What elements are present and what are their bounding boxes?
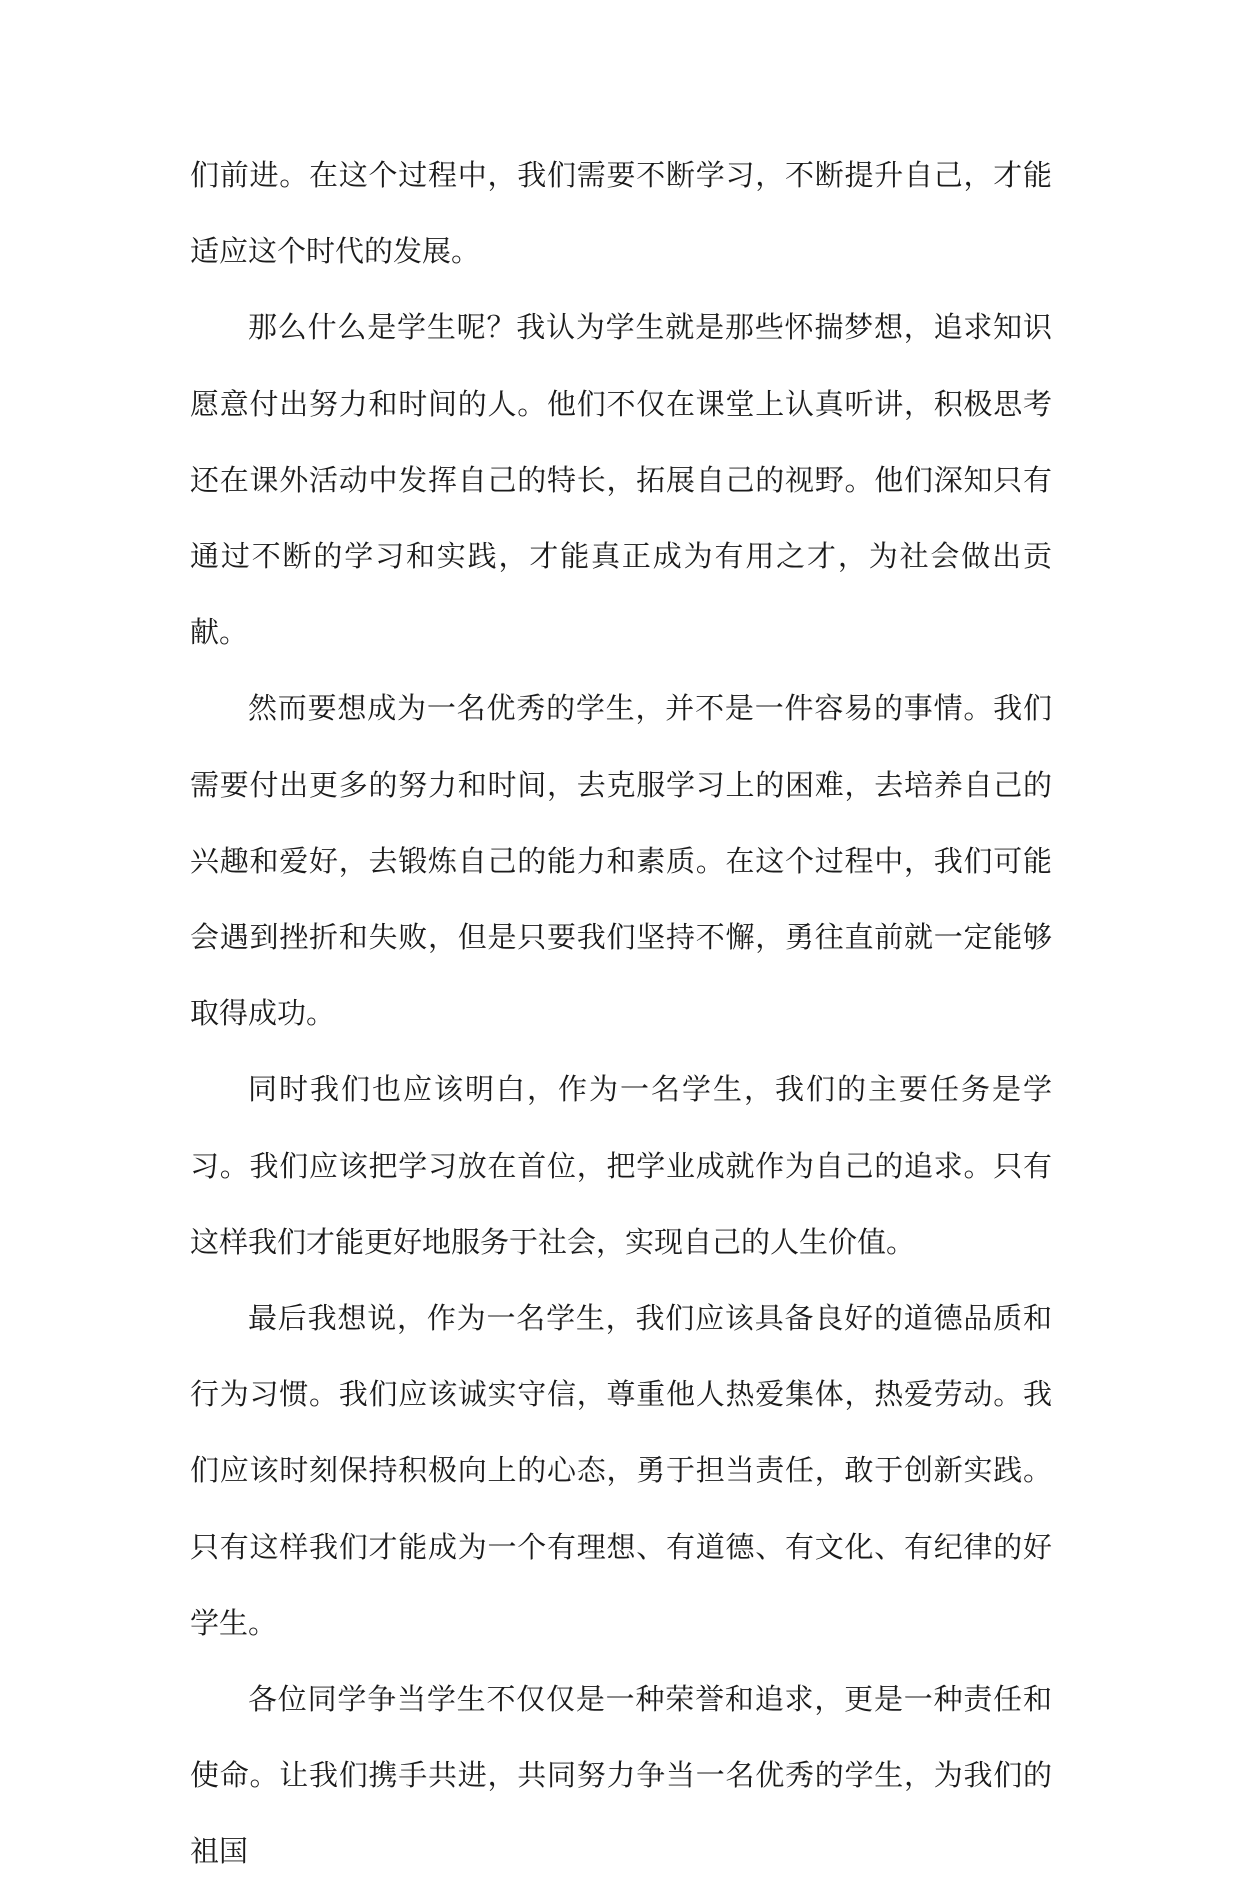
paragraph-1: 们前进。在这个过程中，我们需要不断学习，不断提升自己，才能适应这个时代的发展。 (190, 158, 1052, 269)
document-body (190, 137, 1052, 1890)
paragraph-2: 那么什么是学生呢？我认为学生就是那些怀揣梦想，追求知识愿意付出努力和时间的人。他们不仅在课堂上认真听讲，积极思考还在课外活动中发挥自己的特长，拓展自己的视野。他们深知只有通过不断的学习和实践，才能真正成为有用之才，为社会做出贡献。 (190, 310, 1052, 650)
paragraph-3: 然而要想成为一名优秀的学生，并不是一件容易的事情。我们需要付出更多的努力和时间，去克服学习上的困难，去培养自己的兴趣和爱好，去锻炼自己的能力和素质。在这个过程中，我们可能会遇到挫折和失败，但是只要我们坚持不懈，勇往直前就一定能够取得成功。 (190, 691, 1052, 1031)
paragraph-5: 最后我想说，作为一名学生，我们应该具备良好的道德品质和行为习惯。我们应该诚实守信，尊重他人热爱集体，热爱劳动。我们应该时刻保持积极向上的心态，勇于担当责任，敢于创新实践。只有这样我们才能成为一个有理想、有道德、有文化、有纪律的好学生。 (190, 1301, 1052, 1640)
paragraph-6: 各位同学争当学生不仅仅是一种荣誉和追求，更是一种责任和使命。让我们携手共进，共同努力争当一名优秀的学生，为我们的祖国 (190, 1682, 1052, 1869)
paragraph-4: 同时我们也应该明白，作为一名学生，我们的主要任务是学习。我们应该把学习放在首位，把学业成就作为自己的追求。只有这样我们才能更好地服务于社会，实现自己的人生价值。 (190, 1072, 1052, 1259)
